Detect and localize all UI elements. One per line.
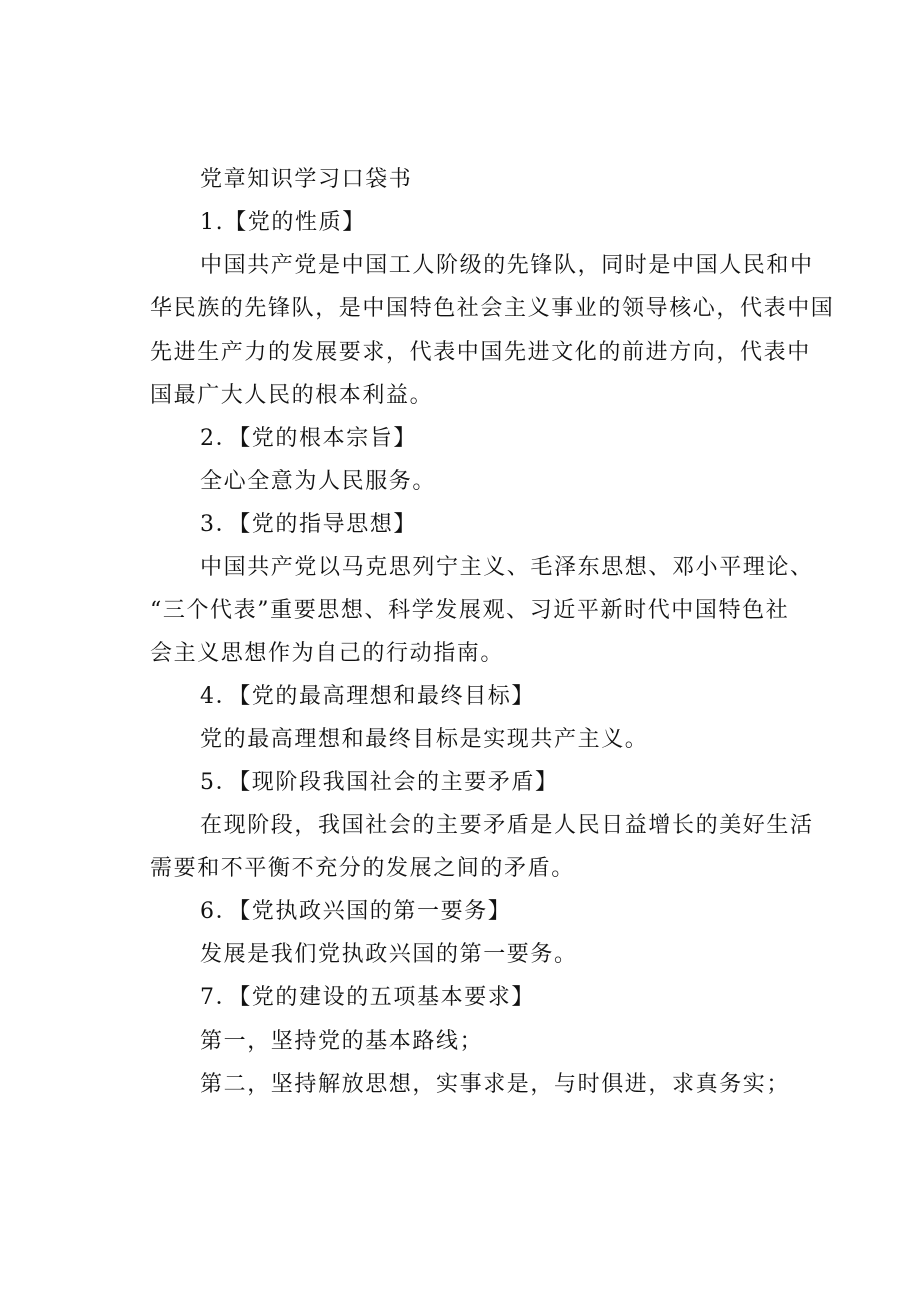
- section-5-heading: 5．【现阶段我国社会的主要矛盾】: [200, 770, 559, 795]
- section-2-body-line-1: 全心全意为人民服务。: [200, 469, 437, 494]
- section-1-body-line-1: 中国共产党是中国工人阶级的先锋队，同时是中国人民和中: [200, 253, 814, 278]
- section-1-heading: 1.【党的性质】: [200, 210, 366, 235]
- section-7-body-line-1: 第一，坚持党的基本路线；: [200, 1029, 484, 1054]
- document-title: 党章知识学习口袋书: [200, 167, 413, 192]
- section-5-body-line-1: 在现阶段，我国社会的主要矛盾是人民日益增长的美好生活: [200, 813, 814, 838]
- section-1-body-line-4: 国最广大人民的根本利益。: [150, 383, 434, 408]
- section-3-body-line-3: 会主义思想作为自己的行动指南。: [150, 641, 505, 666]
- section-4-heading: 4．【党的最高理想和最终目标】: [200, 684, 535, 709]
- section-3-heading: 3．【党的指导思想】: [200, 512, 417, 537]
- section-6-heading: 6．【党执政兴国的第一要务】: [200, 899, 512, 924]
- section-1-body-line-3: 先进生产力的发展要求，代表中国先进文化的前进方向，代表中: [150, 340, 811, 365]
- section-2-heading: 2．【党的根本宗旨】: [200, 426, 417, 451]
- section-4-body-line-1: 党的最高理想和最终目标是实现共产主义。: [200, 727, 649, 752]
- section-1-body-line-2: 华民族的先锋队，是中国特色社会主义事业的领导核心，代表中国: [150, 296, 835, 321]
- section-5-body-line-2: 需要和不平衡不充分的发展之间的矛盾。: [150, 856, 575, 881]
- section-3-body-line-2: “三个代表”重要思想、科学发展观、习近平新时代中国特色社: [150, 598, 790, 623]
- section-6-body-line-1: 发展是我们党执政兴国的第一要务。: [200, 942, 578, 967]
- section-3-body-line-1: 中国共产党以马克思列宁主义、毛泽东思想、邓小平理论、: [200, 555, 814, 580]
- section-7-heading: 7．【党的建设的五项基本要求】: [200, 985, 535, 1010]
- section-7-body-line-2: 第二，坚持解放思想，实事求是，与时俱进，求真务实；: [200, 1072, 791, 1097]
